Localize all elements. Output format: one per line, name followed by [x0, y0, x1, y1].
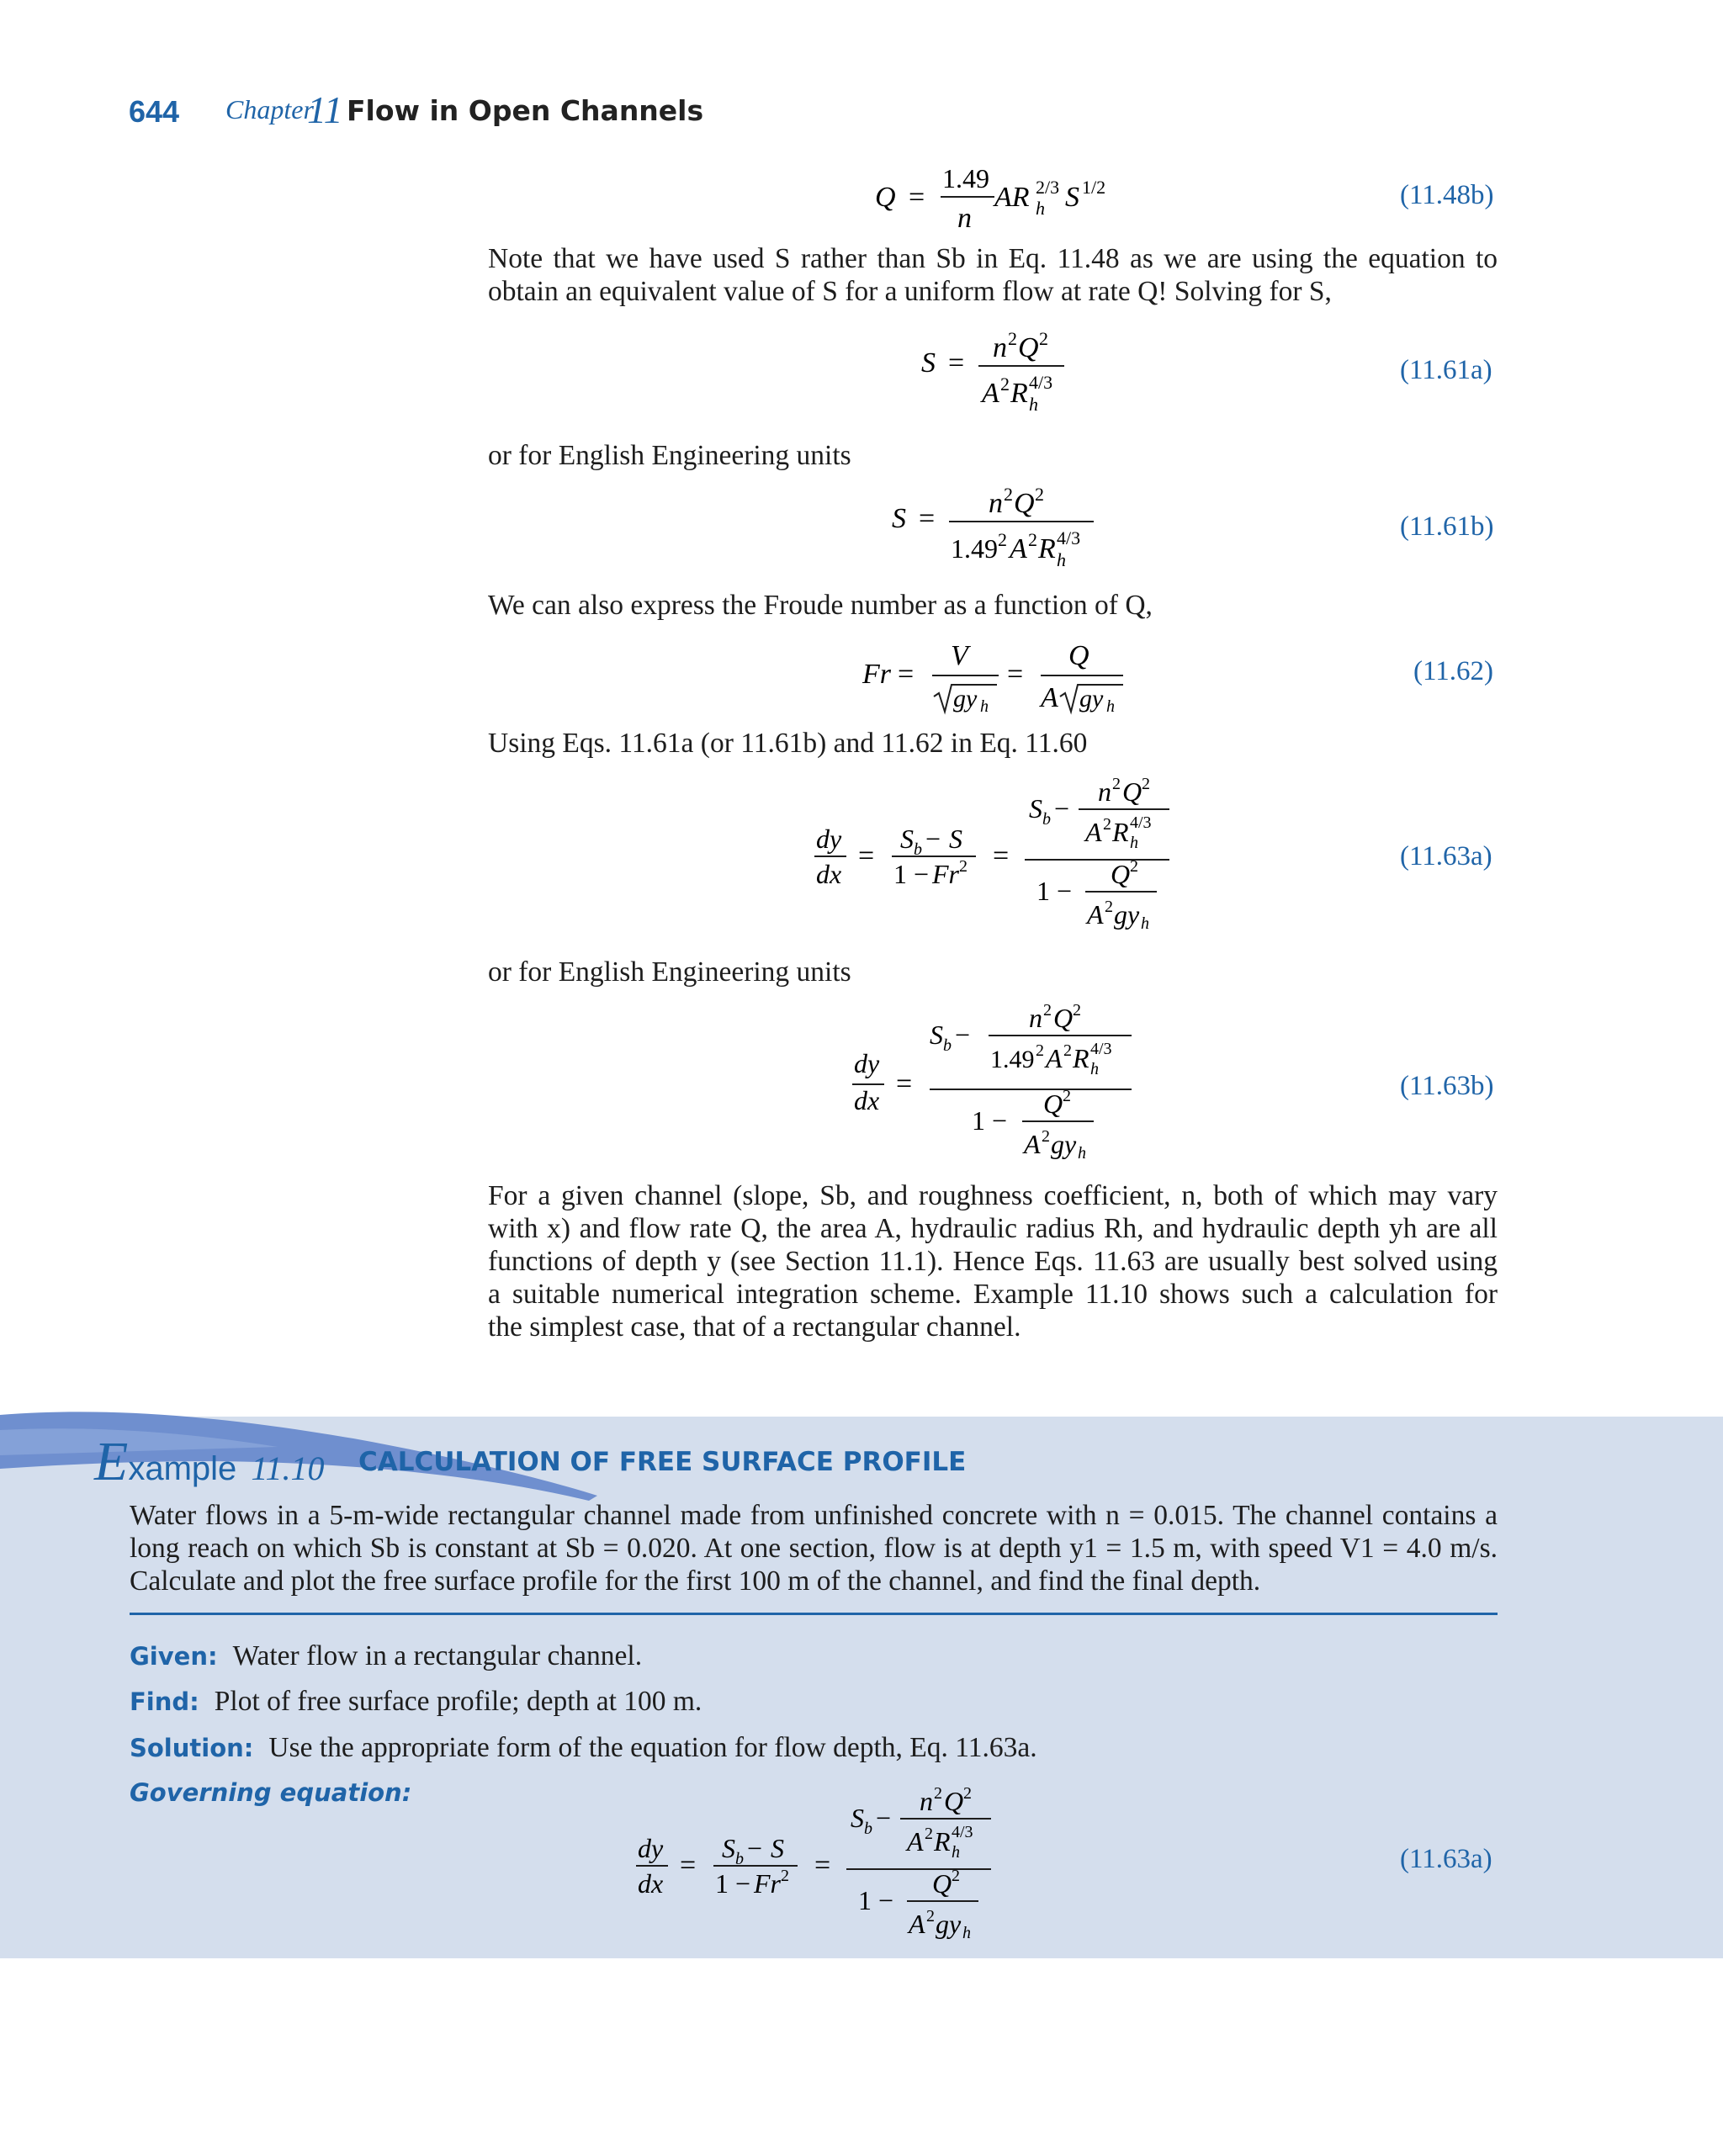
using-eqs-line: Using Eqs. 11.61a (or 11.61b) and 11.62 in Eq. 11.60: [488, 728, 1088, 759]
svg-text:−: −: [925, 824, 941, 854]
find-row: [130, 1686, 702, 1718]
svg-text:1 −: 1 −: [893, 859, 930, 889]
svg-text:2: 2: [1063, 1087, 1071, 1105]
svg-text:R: R: [1073, 1043, 1089, 1073]
text-line: Note that we have used S rather than Sb in Eq. 11.48 as we are using the equation to: [488, 243, 1498, 274]
svg-text:Q: Q: [1014, 488, 1035, 519]
svg-text:Fr: Fr: [932, 859, 959, 889]
svg-text:2: 2: [781, 1867, 789, 1885]
example-label-text: xample: [128, 1450, 237, 1487]
equation-11-63a: [808, 767, 1178, 935]
svg-text:n: n: [989, 488, 1003, 519]
svg-text:4/3: 4/3: [1090, 1040, 1112, 1058]
equation-number: (11.61a): [1400, 355, 1492, 385]
svg-text:−: −: [876, 1803, 892, 1833]
svg-text:1 −: 1 −: [858, 1885, 894, 1915]
equation-number: (11.63a): [1400, 841, 1492, 871]
svg-text:=: =: [898, 659, 915, 690]
example-title: CALCULATION OF FREE SURFACE PROFILE: [358, 1447, 967, 1477]
svg-text:S: S: [930, 1020, 943, 1050]
governing-label: Governing equation:: [130, 1778, 412, 1807]
svg-text:−: −: [747, 1833, 763, 1863]
svg-text:2: 2: [1042, 1127, 1050, 1146]
svg-text:Q: Q: [932, 1868, 952, 1899]
given-label: Given:: [130, 1642, 218, 1671]
svg-text:1 −: 1 −: [1036, 876, 1073, 906]
svg-text:=: =: [1007, 659, 1024, 690]
svg-text:n: n: [957, 203, 972, 234]
equation-11-48b: [867, 156, 1144, 240]
svg-text:n: n: [920, 1786, 933, 1816]
svg-text:−: −: [955, 1020, 971, 1050]
svg-text:A: A: [907, 1826, 924, 1857]
svg-text:b: b: [864, 1820, 872, 1838]
svg-text:2: 2: [952, 1867, 960, 1885]
svg-text:2: 2: [1039, 328, 1048, 349]
svg-text:Fr: Fr: [862, 659, 891, 690]
svg-text:2: 2: [1008, 328, 1017, 349]
svg-text:gy: gy: [1079, 685, 1104, 712]
example-number: 11.10: [251, 1449, 325, 1487]
svg-text:S: S: [1029, 793, 1042, 824]
english-units-label-1: or for English Engineering units: [488, 440, 851, 471]
solution-row: [130, 1732, 1037, 1764]
svg-text:AR: AR: [994, 182, 1030, 213]
svg-text:A: A: [1085, 817, 1102, 847]
svg-text:2: 2: [1000, 373, 1010, 395]
equation-number: (11.61b): [1400, 511, 1494, 542]
svg-text:4/3: 4/3: [1029, 372, 1053, 393]
text-line: the simplest case, that of a rectangular channel.: [488, 1311, 1021, 1343]
chapter-number: 11: [307, 88, 343, 131]
text-line: a suitable numerical integration scheme. Example 11.10 shows such a calculation for: [488, 1279, 1498, 1310]
svg-text:=: =: [948, 347, 965, 379]
english-units-label-2: or for English Engineering units: [488, 956, 851, 988]
svg-text:=: =: [993, 840, 1010, 871]
svg-text:A: A: [1046, 1043, 1063, 1073]
svg-text:gy: gy: [1051, 1129, 1077, 1159]
svg-text:h: h: [1106, 697, 1115, 716]
svg-text:2: 2: [963, 1784, 972, 1803]
svg-text:Q: Q: [875, 182, 896, 213]
svg-text:h: h: [1036, 198, 1045, 219]
text-line: Water flows in a 5-m-wide rectangular channel made from unfinished concrete with n = 0.015. The channel contains a: [130, 1500, 1498, 1531]
svg-text:−: −: [1054, 793, 1070, 824]
svg-text:h: h: [1141, 914, 1149, 933]
svg-text:4/3: 4/3: [952, 1823, 973, 1841]
svg-text:2: 2: [1142, 775, 1150, 793]
equation-number: (11.63a): [1400, 1844, 1492, 1874]
equation-number: (11.62): [1413, 656, 1494, 686]
svg-text:2: 2: [1130, 857, 1138, 876]
svg-text:S: S: [949, 824, 962, 854]
svg-text:n: n: [1098, 776, 1111, 807]
svg-text:2/3: 2/3: [1036, 177, 1060, 198]
example-label: [94, 1430, 324, 1494]
svg-text:h: h: [980, 697, 989, 716]
svg-text:b: b: [735, 1850, 744, 1868]
svg-text:2: 2: [925, 1825, 933, 1843]
page-number: 644: [129, 94, 180, 129]
svg-text:n: n: [1029, 1003, 1042, 1033]
svg-text:h: h: [1078, 1144, 1086, 1163]
example-label-initial: E: [94, 1431, 129, 1492]
svg-text:1 −: 1 −: [715, 1868, 751, 1899]
svg-text:A: A: [1010, 533, 1027, 564]
svg-text:b: b: [943, 1036, 952, 1055]
svg-text:S: S: [900, 824, 914, 854]
svg-text:2: 2: [1036, 1041, 1044, 1060]
svg-text:Q: Q: [1018, 332, 1039, 363]
solution-text: Use the appropriate form of the equation for flow depth, Eq. 11.63a.: [268, 1732, 1037, 1763]
svg-text:R: R: [1038, 533, 1056, 564]
svg-text:A: A: [1024, 1129, 1041, 1159]
svg-text:R: R: [934, 1826, 951, 1857]
svg-text:dx: dx: [816, 859, 842, 889]
svg-text:=: =: [919, 503, 936, 534]
svg-text:gy: gy: [953, 685, 978, 712]
text-line: with x) and flow rate Q, the area A, hydraulic radius Rh, and hydraulic depth yh are all: [488, 1213, 1498, 1244]
find-text: Plot of free surface profile; depth at 100 m.: [214, 1686, 702, 1717]
svg-text:2: 2: [1105, 898, 1113, 916]
svg-text:A: A: [1087, 899, 1104, 930]
svg-text:h: h: [1029, 394, 1038, 415]
svg-text:4/3: 4/3: [1130, 813, 1152, 832]
given-row: [130, 1640, 642, 1672]
svg-text:2: 2: [1004, 484, 1013, 505]
svg-text:b: b: [914, 840, 922, 859]
text-line: functions of depth y (see Section 11.1). Hence Eqs. 11.63 are usually best solved using: [488, 1246, 1498, 1277]
svg-text:h: h: [952, 1843, 960, 1862]
svg-text:=: =: [858, 840, 875, 871]
svg-text:gy: gy: [936, 1909, 962, 1939]
svg-text:A: A: [1041, 682, 1058, 713]
svg-text:2: 2: [1063, 1041, 1072, 1060]
svg-text:A: A: [982, 378, 999, 409]
svg-text:1 −: 1 −: [972, 1105, 1008, 1136]
svg-text:Q: Q: [1122, 776, 1142, 807]
svg-text:Q: Q: [1053, 1003, 1074, 1033]
svg-text:S: S: [921, 347, 936, 379]
equation-11-62: [854, 631, 1132, 723]
svg-text:h: h: [1057, 549, 1066, 570]
example-problem: [130, 1499, 1498, 1597]
text-line: Calculate and plot the free surface profile for the first 100 m of the channel, and find the final depth.: [130, 1565, 1261, 1597]
svg-text:dy: dy: [816, 824, 842, 854]
svg-text:Q: Q: [944, 1786, 964, 1816]
svg-text:=: =: [909, 182, 925, 213]
svg-text:R: R: [1112, 817, 1129, 847]
svg-text:S: S: [892, 503, 906, 534]
svg-text:2: 2: [1112, 775, 1121, 793]
svg-text:2: 2: [926, 1907, 935, 1926]
solution-label: Solution:: [130, 1734, 254, 1762]
svg-text:gy: gy: [1114, 899, 1140, 930]
svg-text:=: =: [814, 1850, 831, 1881]
svg-text:=: =: [896, 1068, 913, 1099]
svg-text:S: S: [1065, 182, 1079, 213]
svg-text:h: h: [962, 1924, 971, 1942]
svg-text:=: =: [680, 1850, 697, 1881]
equation-number: (11.63b): [1400, 1071, 1494, 1101]
svg-text:2: 2: [1073, 1001, 1081, 1020]
equation-11-61b: [883, 484, 1102, 576]
text-line: long reach on which Sb is constant at Sb = 0.020. At one section, flow is at depth y1 = 1.5 m, with speed V1 = 4.0 m/s.: [130, 1533, 1498, 1564]
svg-text:2: 2: [1028, 529, 1037, 550]
svg-text:h: h: [1130, 834, 1138, 852]
text-line: For a given channel (slope, Sb, and roughness coefficient, n, both of which may vary: [488, 1180, 1498, 1211]
text-line: obtain an equivalent value of S for a uniform flow at rate Q! Solving for S,: [488, 276, 1332, 307]
chapter-title: Flow in Open Channels: [347, 94, 704, 127]
froude-intro: We can also express the Froude number as a function of Q,: [488, 590, 1153, 621]
svg-text:Q: Q: [1043, 1089, 1063, 1119]
svg-text:S: S: [771, 1833, 784, 1863]
svg-text:2: 2: [934, 1784, 942, 1803]
svg-text:S: S: [722, 1833, 735, 1863]
chapter-word: Chapter: [225, 94, 314, 124]
example-divider: [130, 1613, 1498, 1615]
svg-text:2: 2: [1103, 815, 1111, 834]
svg-text:b: b: [1042, 810, 1051, 829]
find-label: Find:: [130, 1687, 199, 1716]
svg-text:1.49: 1.49: [990, 1046, 1035, 1073]
svg-text:Fr: Fr: [754, 1868, 781, 1899]
svg-text:1.49: 1.49: [951, 533, 998, 564]
equation-11-61a: [913, 328, 1081, 421]
svg-text:V: V: [951, 640, 968, 671]
equation-11-63b: [846, 997, 1148, 1165]
svg-text:Q: Q: [1111, 859, 1131, 889]
svg-text:dx: dx: [638, 1868, 664, 1899]
svg-text:dy: dy: [638, 1833, 664, 1863]
equation-number: (11.48b): [1400, 180, 1494, 210]
equation-11-63a-example: [629, 1777, 999, 1945]
svg-text:R: R: [1010, 378, 1028, 409]
svg-text:2: 2: [998, 529, 1007, 550]
svg-text:S: S: [851, 1803, 864, 1833]
svg-text:4/3: 4/3: [1057, 527, 1081, 548]
svg-text:n: n: [993, 332, 1007, 363]
svg-text:2: 2: [1043, 1001, 1052, 1020]
svg-text:h: h: [1090, 1060, 1099, 1078]
svg-text:Q: Q: [1068, 640, 1089, 671]
svg-text:A: A: [909, 1909, 925, 1939]
svg-text:dx: dx: [854, 1085, 880, 1115]
svg-text:1/2: 1/2: [1082, 177, 1106, 198]
svg-text:1.49: 1.49: [942, 163, 989, 193]
paragraph-numerical: [488, 1179, 1498, 1343]
svg-text:dy: dy: [854, 1048, 880, 1078]
given-text: Water flow in a rectangular channel.: [232, 1640, 643, 1671]
paragraph-intro: [488, 242, 1498, 308]
svg-text:2: 2: [1035, 484, 1044, 505]
svg-text:2: 2: [959, 857, 968, 876]
